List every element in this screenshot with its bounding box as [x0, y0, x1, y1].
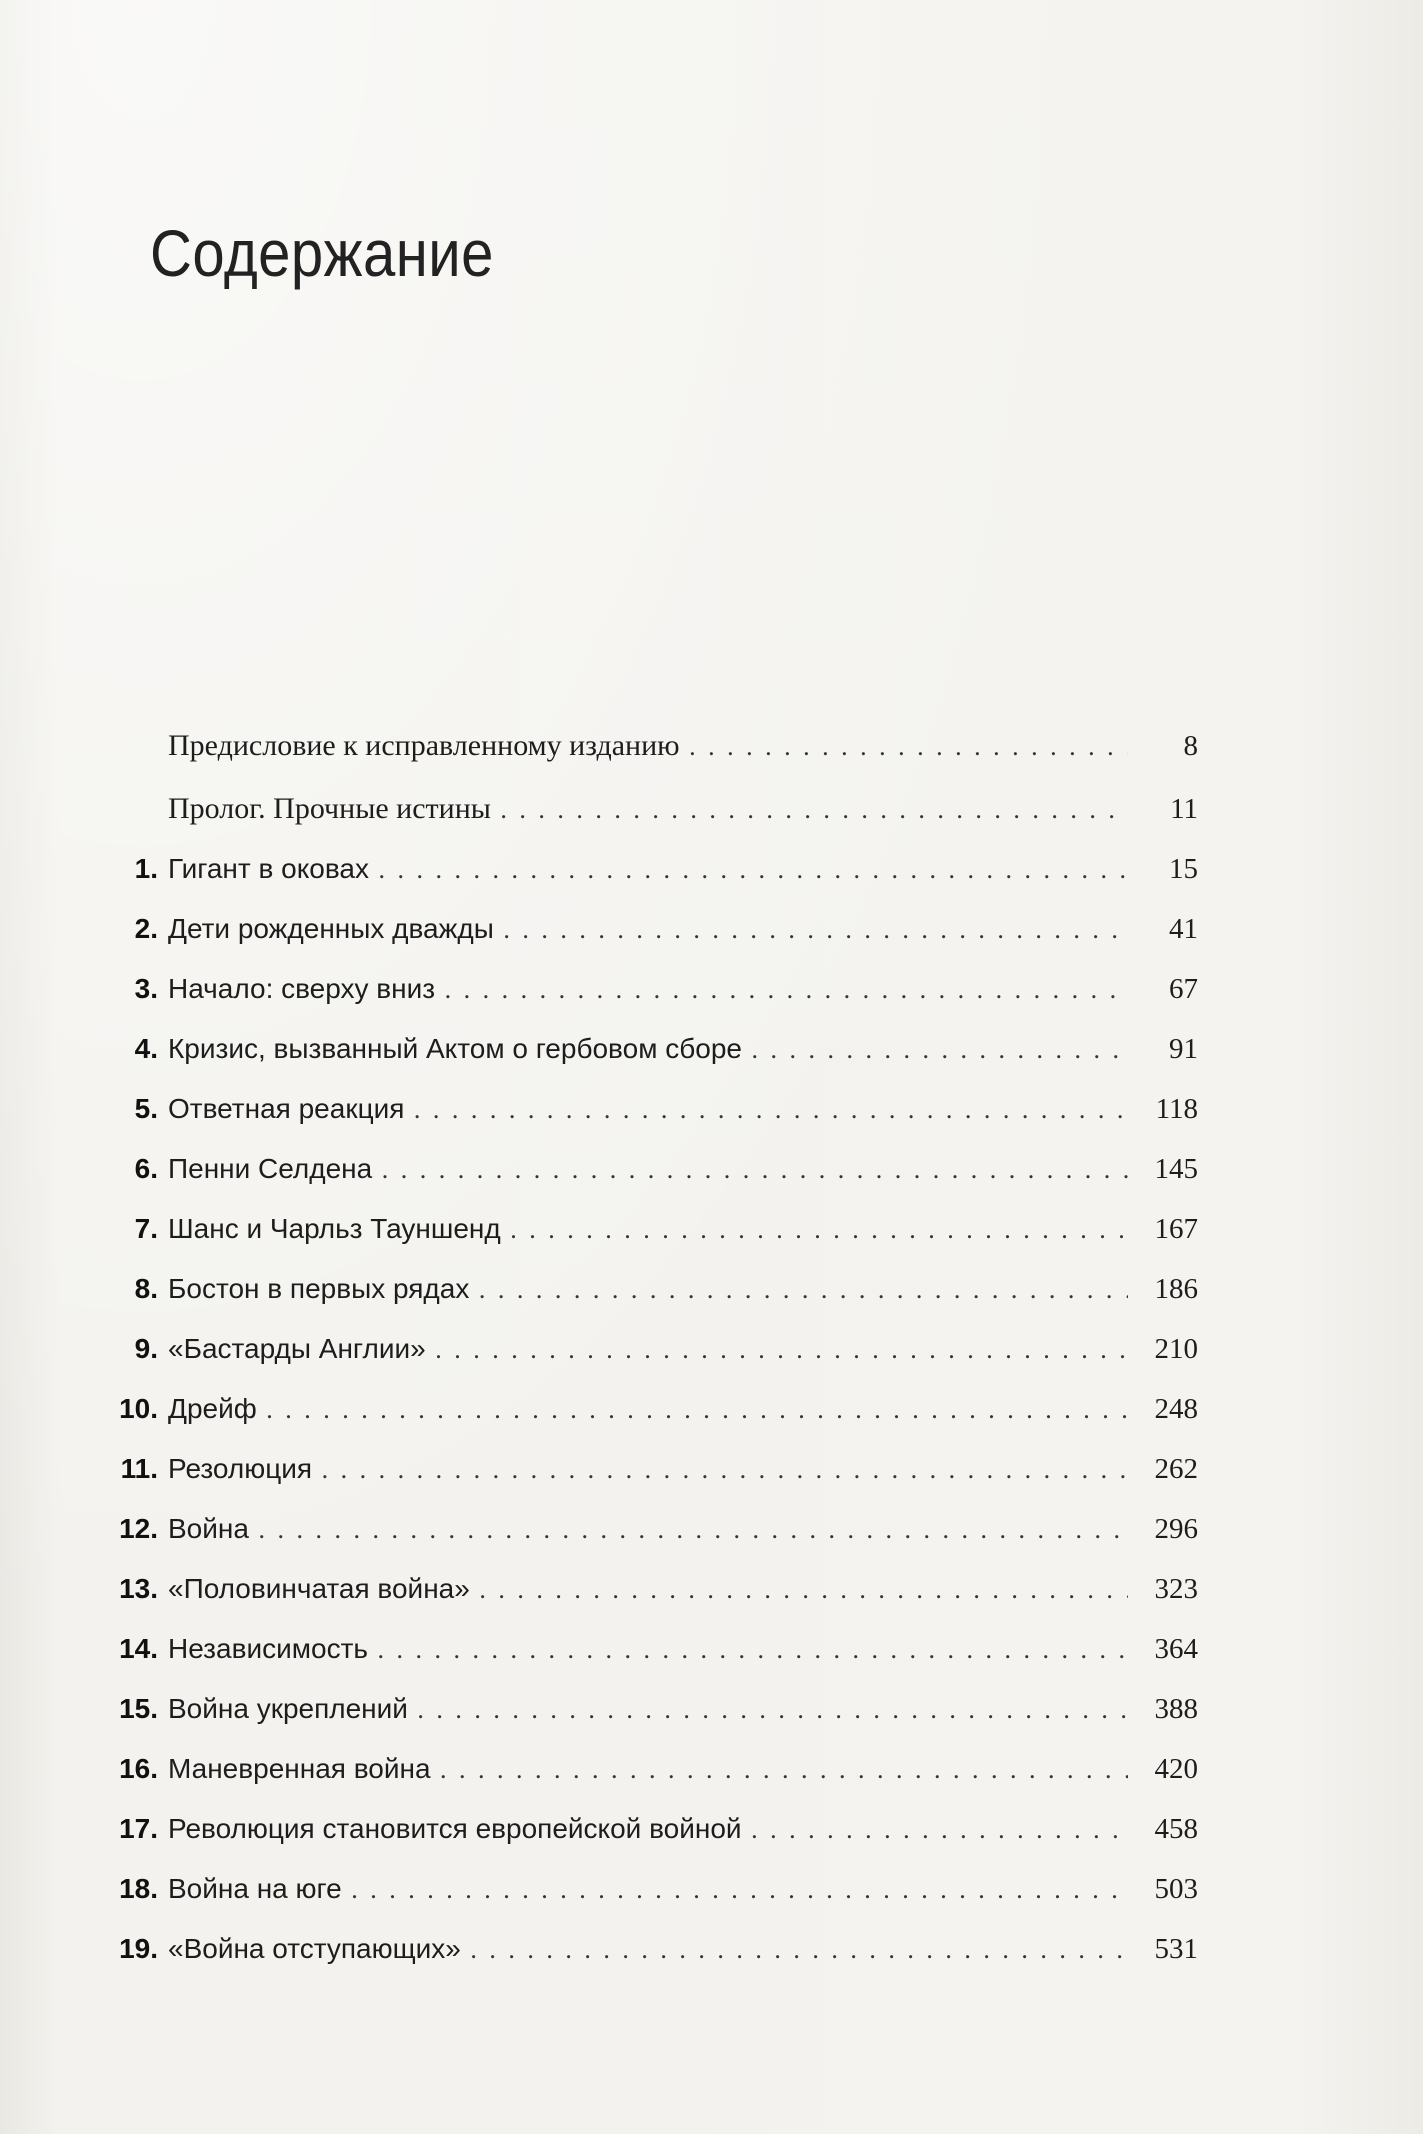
chapter-title: Гигант в оковах . . .: [168, 847, 1128, 892]
page-number: 8: [1183, 730, 1198, 762]
toc-entry-chapter-5: [0, 1087, 1423, 1137]
chapter-number: 14.: [119, 1633, 158, 1664]
page-number: 458: [1154, 1813, 1198, 1845]
toc-entry-chapter-12: [0, 1507, 1423, 1557]
toc-entry-chapter-3: [0, 967, 1423, 1017]
chapter-title: Ответная реакция . . .: [168, 1087, 1128, 1132]
chapter-number: 6.: [134, 1153, 158, 1184]
chapter-number: 11.: [120, 1453, 158, 1484]
chapter-title: «Половинчатая война» . . .: [168, 1567, 1128, 1612]
page-number: 248: [1154, 1393, 1198, 1425]
chapter-number: 13.: [119, 1573, 158, 1604]
chapter-title: Маневренная война . . .: [168, 1747, 1128, 1792]
page-number: 364: [1154, 1633, 1198, 1665]
page-number: 323: [1154, 1573, 1198, 1605]
toc-entry-chapter-17: [0, 1807, 1423, 1857]
chapter-title: Пенни Селдена . . .: [168, 1147, 1128, 1192]
toc-entry-chapter-14: [0, 1627, 1423, 1677]
chapter-title: Война . . .: [168, 1507, 1128, 1552]
chapter-number: 4.: [134, 1033, 158, 1064]
page-number: 41: [1169, 913, 1198, 945]
toc-entry-preface: [0, 724, 1423, 774]
page-number: 262: [1154, 1453, 1198, 1485]
chapter-title: Независимость . . .: [168, 1627, 1128, 1672]
chapter-number: 5.: [134, 1093, 158, 1124]
chapter-number: 1.: [134, 853, 158, 884]
chapter-title: Кризис, вызванный Актом о гербовом сборе . . .: [168, 1027, 1128, 1072]
page-number: 118: [1155, 1093, 1198, 1125]
chapter-number: 19.: [119, 1933, 158, 1964]
chapter-title: Шанс и Чарльз Тауншенд . . .: [168, 1207, 1128, 1252]
chapter-title: Революция становится европейской войной . . .: [168, 1807, 1128, 1852]
chapter-number: 15.: [119, 1693, 158, 1724]
toc-entry-prologue: [0, 787, 1423, 837]
toc-entry-chapter-2: [0, 907, 1423, 957]
chapter-title: Начало: сверху вниз . . .: [168, 967, 1128, 1012]
chapter-title: Война укреплений . . .: [168, 1687, 1128, 1732]
page-number: 91: [1169, 1033, 1198, 1065]
chapter-number: 10.: [119, 1393, 158, 1424]
toc-entry-chapter-1: [0, 847, 1423, 897]
page-number: 503: [1154, 1873, 1198, 1905]
toc-entry-chapter-7: [0, 1207, 1423, 1257]
chapter-title: Пролог. Прочные истины . . .: [168, 787, 1128, 832]
chapter-number: 9.: [134, 1333, 158, 1364]
toc-entry-chapter-6: [0, 1147, 1423, 1197]
toc-entry-chapter-13: [0, 1567, 1423, 1617]
toc-entry-chapter-19: [0, 1927, 1423, 1977]
chapter-number: 17.: [119, 1813, 158, 1844]
page-number: 145: [1154, 1153, 1198, 1185]
page-number: 420: [1154, 1753, 1198, 1785]
page-number: 186: [1154, 1273, 1198, 1305]
chapter-title: «Война отступающих» . . .: [168, 1927, 1128, 1972]
chapter-title: Дрейф . . .: [168, 1387, 1128, 1432]
page-title: Содержание: [150, 216, 494, 290]
chapter-title: Дети рожденных дважды . . .: [168, 907, 1128, 952]
page-number: 388: [1154, 1693, 1198, 1725]
chapter-number: 16.: [119, 1753, 158, 1784]
page-number: 11: [1170, 793, 1198, 825]
page-number: 67: [1169, 973, 1198, 1005]
toc-entry-chapter-11: [0, 1447, 1423, 1497]
toc-entry-chapter-8: [0, 1267, 1423, 1317]
chapter-title: Война на юге . . .: [168, 1867, 1128, 1912]
chapter-title: Резолюция . . .: [168, 1447, 1128, 1492]
toc-entry-chapter-9: [0, 1327, 1423, 1377]
chapter-number: 3.: [134, 973, 158, 1004]
toc-entry-chapter-4: [0, 1027, 1423, 1077]
page-number: 15: [1169, 853, 1198, 885]
chapter-number: 8.: [134, 1273, 158, 1304]
page-number: 296: [1154, 1513, 1198, 1545]
chapter-number: 2.: [134, 913, 158, 944]
page-number: 531: [1154, 1933, 1198, 1965]
chapter-title: Предисловие к исправленному изданию . . .: [168, 724, 1128, 769]
chapter-number: 12.: [119, 1513, 158, 1544]
page-number: 210: [1154, 1333, 1198, 1365]
toc-entry-chapter-16: [0, 1747, 1423, 1797]
chapter-title: Бостон в первых рядах . . .: [168, 1267, 1128, 1312]
toc-entry-chapter-10: [0, 1387, 1423, 1437]
chapter-number: 7.: [134, 1213, 158, 1244]
chapter-number: 18.: [119, 1873, 158, 1904]
toc-entry-chapter-15: [0, 1687, 1423, 1737]
chapter-title: «Бастарды Англии» . . .: [168, 1327, 1128, 1372]
page-number: 167: [1154, 1213, 1198, 1245]
toc-entry-chapter-18: [0, 1867, 1423, 1917]
